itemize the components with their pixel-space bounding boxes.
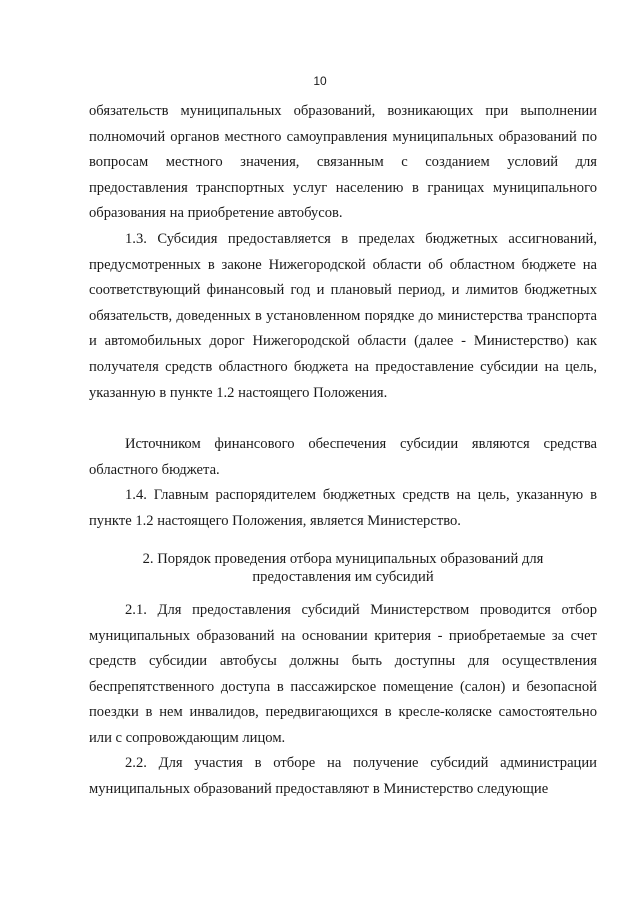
paragraph-1-3: 1.3. Субсидия предоставляется в пределах бюджетных ассигнований, предусмотренных в законе Нижегородской области об областном бюджете на соответствующий финансовый год и плановый период, и лимитов бюджетных обязательств, доведенных в установленном порядке до министерства транспорта и автомобильных дорог Нижегородской области (далее - Министерство) как получателя средств областного бюджета на предоставление субсидии на цель, указанную в пункте 1.2 настоящего Положения.: [89, 231, 597, 401]
paragraph-2-2: 2.2. Для участия в отборе на получение субсидий администрации муниципальных образований предоставляют в Министерство следующие: [89, 755, 597, 797]
paragraph-continuation: обязательств муниципальных образований, возникающих при выполнении полномочий органов местного самоуправления муниципальных образований по вопросам местного значения, связанным с созданием условий для предоставления транспортных услуг населению в границах муниципального образования на приобретение автобусов.: [89, 103, 597, 222]
section-heading-line-2: предоставления им субсидий: [252, 569, 434, 585]
paragraph-funding-source: Источником финансового обеспечения субсидии являются средства областного бюджета.: [89, 436, 597, 478]
section-heading: [89, 550, 597, 586]
paragraph-2-1: 2.1. Для предоставления субсидий Министерством проводится отбор муниципальных образований на основании критерия - приобретаемые за счет средств субсидии автобусы должны быть доступны для осуществления беспрепятственного доступа в пассажирское помещение (салон) и безопасной поездки в нем инвалидов, передвигающихся в кресле-коляске самостоятельно или с сопровождающим лицом.: [89, 602, 597, 746]
section-heading-line-1: 2. Порядок проведения отбора муниципальных образований для: [142, 551, 544, 567]
page-number: 10: [313, 74, 327, 88]
paragraph-1-4: 1.4. Главным распорядителем бюджетных средств на цель, указанную в пункте 1.2 настоящего Положения, является Министерство.: [89, 487, 597, 529]
